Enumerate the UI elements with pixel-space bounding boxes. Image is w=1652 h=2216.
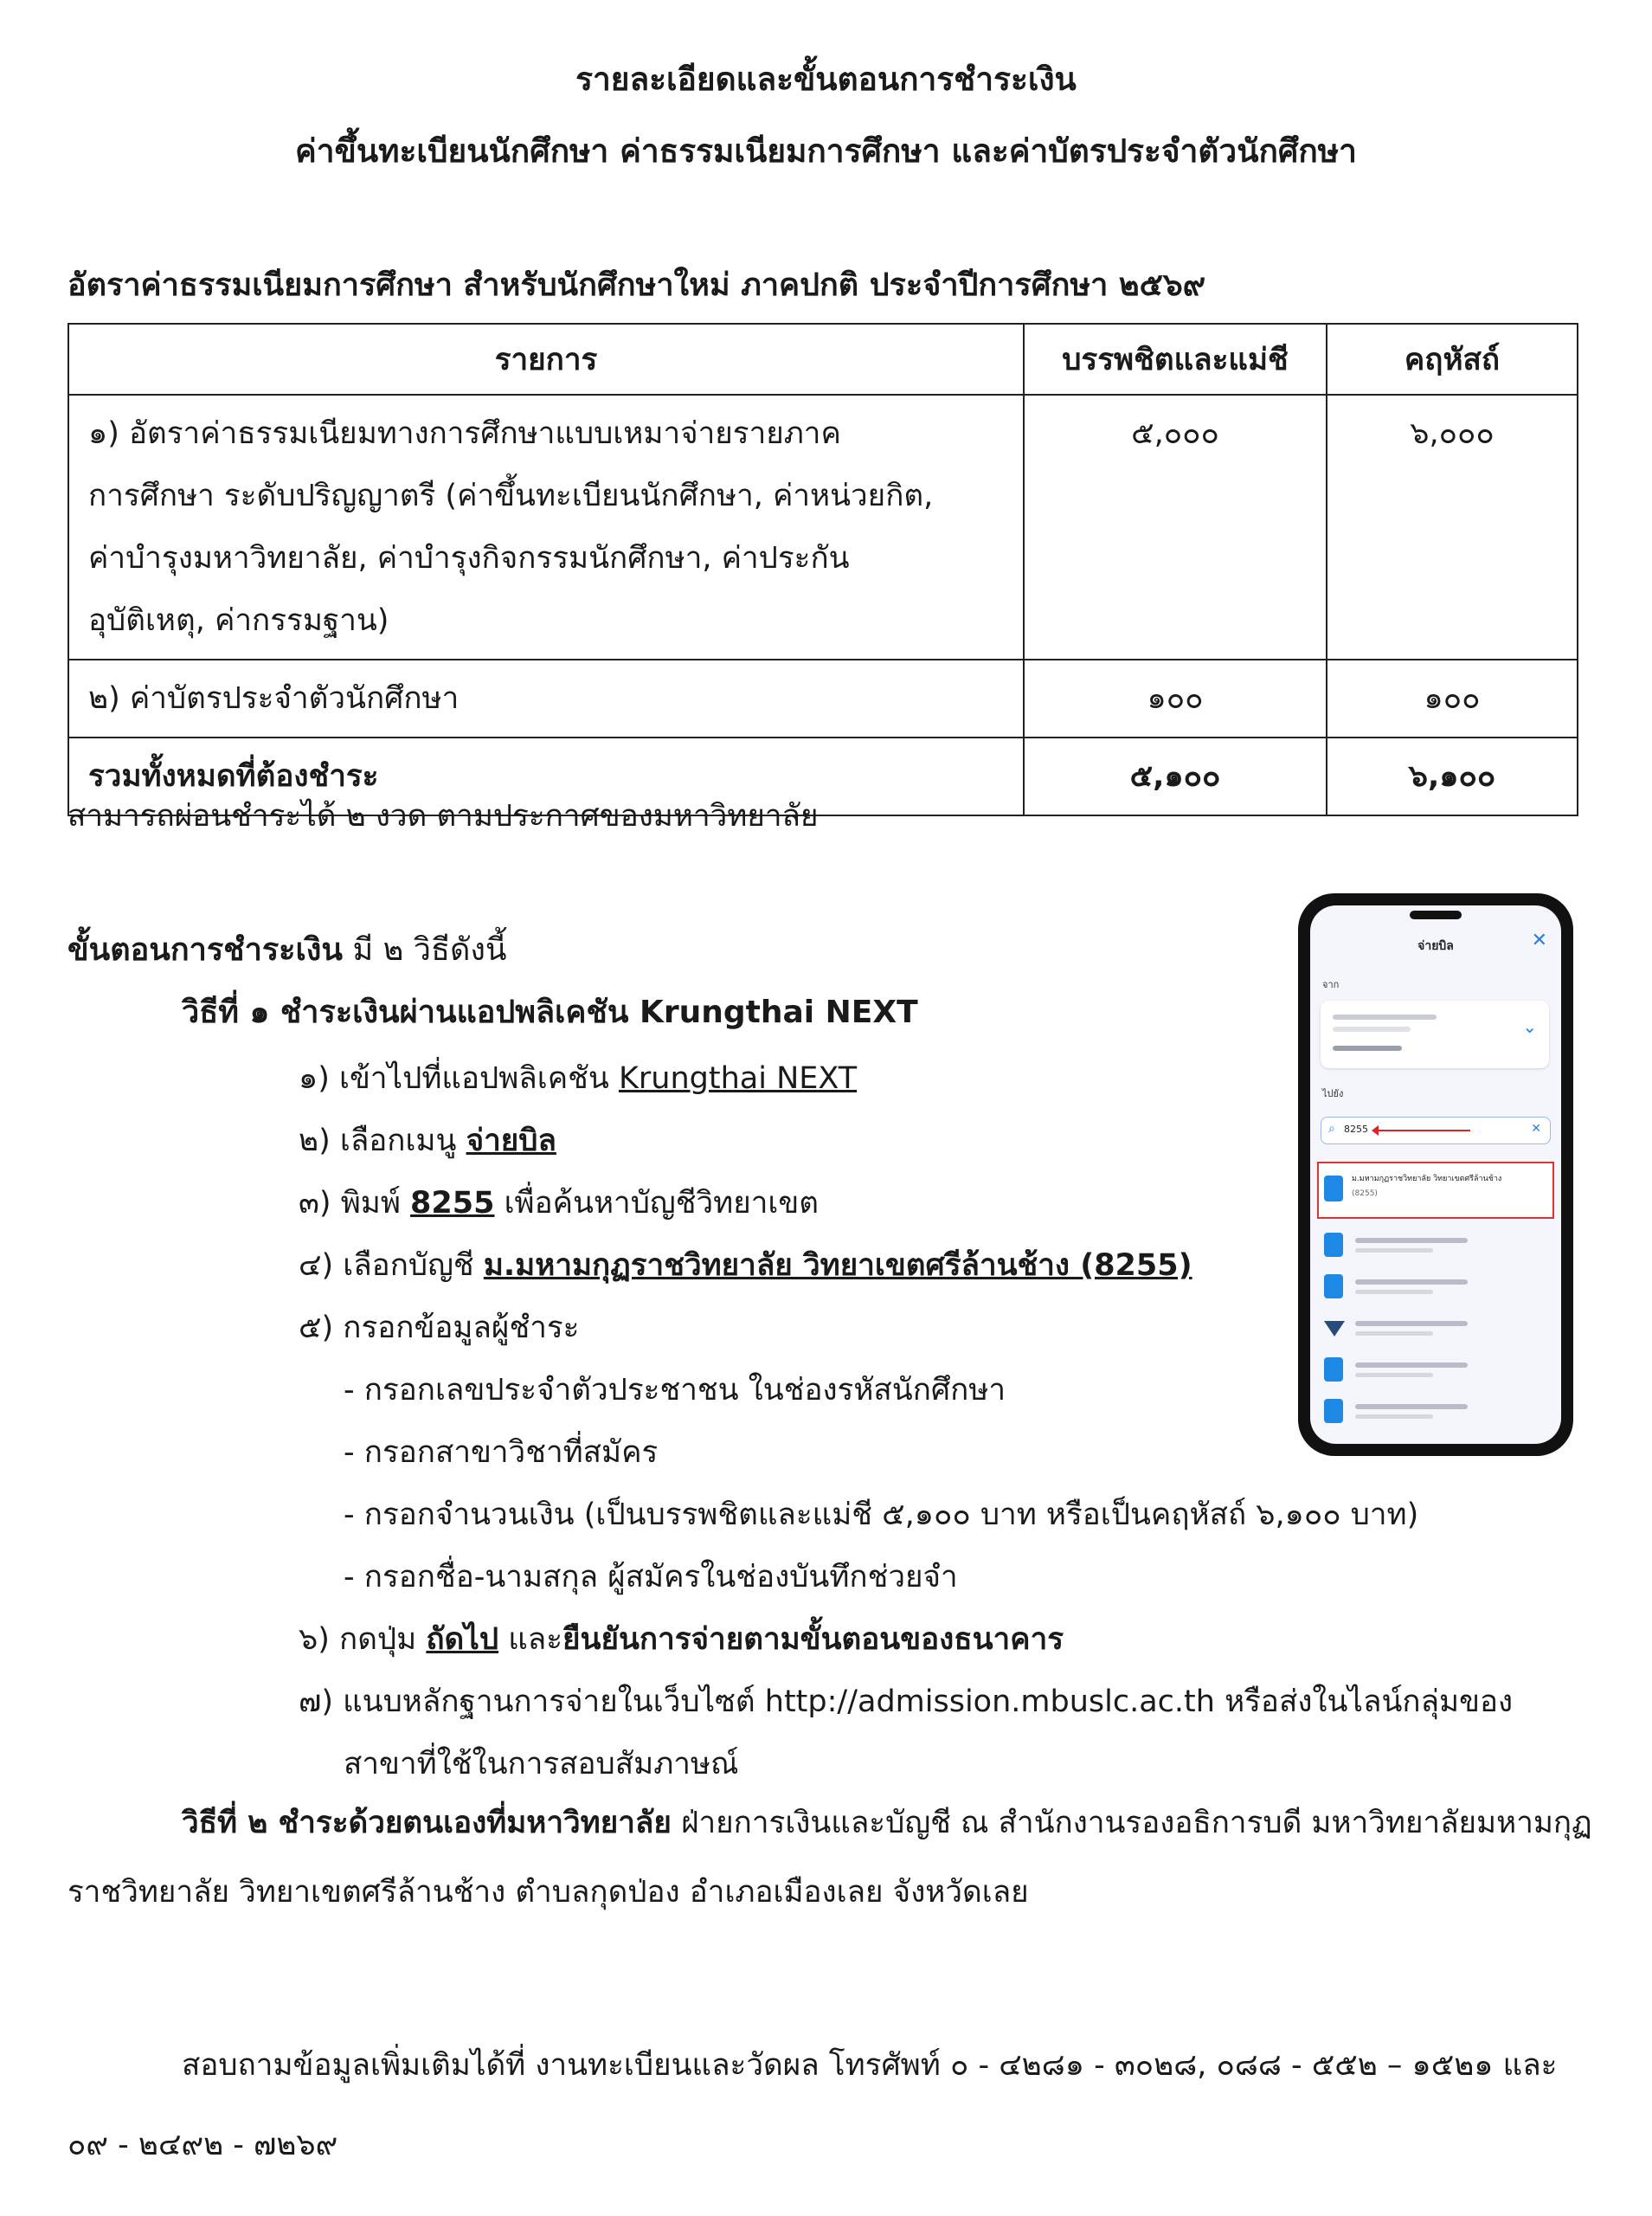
method2-text: ฝ่ายการเงินและบัญชี ณ สำนักงานรองอธิการบดี มหาวิทยาลัยมหามกุฏราชวิทยาลัย วิทยาเขตศรีล้านช้าง ตำบลกุดป่อง อำเภอเมืองเลย จังหวัดเลย bbox=[67, 1806, 1592, 1910]
blurred-text bbox=[1355, 1362, 1468, 1368]
total-label: รวมทั้งหมดที่ต้องชำระ bbox=[68, 738, 1024, 815]
row-monk-value: ๕,๐๐๐ bbox=[1024, 395, 1327, 660]
blurred-text bbox=[1355, 1373, 1433, 1377]
step-5-sub-1: - กรอกเลขประจำตัวประชาชน ในช่องรหัสนักศึกษา bbox=[344, 1373, 1006, 1408]
row-item-line: ๒) ค่าบัตรประจำตัวนักศึกษา bbox=[88, 681, 460, 716]
biller-icon bbox=[1324, 1357, 1343, 1382]
payment-steps-heading-rest: มี ๒ วิธีดังนี้ bbox=[343, 932, 507, 968]
row-item-line: การศึกษา ระดับปริญญาตรี (ค่าขึ้นทะเบียนนักศึกษา, ค่าหน่วยกิต, bbox=[88, 479, 934, 513]
step-3-text-post: เพื่อค้นหาบัญชีวิทยาเขต bbox=[494, 1186, 820, 1221]
method1-title: วิธีที่ ๑ ชำระเงินผ่านแอปพลิเคชัน Krungthai NEXT bbox=[182, 995, 918, 1030]
account-balance-blur bbox=[1333, 1046, 1402, 1051]
step-5: ๕) กรอกข้อมูลผู้ชำระ bbox=[299, 1311, 580, 1345]
biller-icon bbox=[1324, 1233, 1343, 1257]
source-account-card bbox=[1321, 1001, 1549, 1068]
row-lay-value: ๖,๐๐๐ bbox=[1327, 395, 1578, 660]
account-code-text: 8255 bbox=[410, 1186, 495, 1221]
close-icon: ✕ bbox=[1531, 930, 1547, 951]
total-monk-value: ๕,๑๐๐ bbox=[1024, 738, 1327, 815]
table-row bbox=[68, 660, 1578, 738]
step-6-and: และ bbox=[498, 1622, 563, 1657]
fee-section-heading: อัตราค่าธรรมเนียมการศึกษา สำหรับนักศึกษาใหม่ ภาคปกติ ประจำปีการศึกษา ๒๕๖๙ bbox=[67, 267, 1206, 303]
list-item bbox=[1321, 1311, 1549, 1345]
blurred-text bbox=[1355, 1279, 1468, 1285]
blurred-text bbox=[1355, 1331, 1433, 1336]
from-label: จาก bbox=[1322, 979, 1340, 990]
installment-note: สามารถผ่อนชำระได้ ๒ งวด ตามประกาศของมหาวิทยาลัย bbox=[67, 799, 819, 834]
method2-title: วิธีที่ ๒ ชำระด้วยตนเองที่มหาวิทยาลัย bbox=[182, 1806, 672, 1840]
biller-name: ม.มหามกุฏราชวิทยาลัย วิทยาเขตศรีล้านช้าง bbox=[1352, 1175, 1502, 1183]
search-query: 8255 bbox=[1344, 1124, 1368, 1135]
row-item-line: ๑) อัตราค่าธรรมเนียมทางการศึกษาแบบเหมาจ่ายรายภาค bbox=[88, 416, 841, 451]
step-1-text: ๑) เข้าไปที่แอปพลิเคชัน bbox=[299, 1061, 619, 1096]
highlighted-biller-result bbox=[1317, 1162, 1554, 1219]
step-7: ๗) แนบหลักฐานการจ่ายในเว็บไซต์ http://admission.mbuslc.ac.th หรือส่งในไลน์กลุ่มของ bbox=[299, 1685, 1514, 1719]
payment-steps-heading-bold: ขั้นตอนการชำระเงิน bbox=[67, 932, 343, 968]
step-7-continued: สาขาที่ใช้ในการสอบสัมภาษณ์ bbox=[344, 1747, 739, 1781]
step-5-sub-3: - กรอกจำนวนเงิน (เป็นบรรพชิตและแม่ชี ๕,๑๐๐ บาท หรือเป็นคฤหัสถ์ ๖,๑๐๐ บาท) bbox=[344, 1498, 1419, 1532]
step-4-text: ๔) เลือกบัญชี bbox=[299, 1248, 484, 1283]
step-6 bbox=[299, 1608, 1597, 1671]
chevron-down-icon: ⌄ bbox=[1522, 1016, 1537, 1037]
row-item-line: อุบัติเหตุ, ค่ากรรมฐาน) bbox=[88, 603, 389, 638]
document-subtitle: ค่าขึ้นทะเบียนนักศึกษา ค่าธรรมเนียมการศึกษา และค่าบัตรประจำตัวนักศึกษา bbox=[295, 132, 1357, 170]
row-item-line: ค่าบำรุงมหาวิทยาลัย, ค่าบำรุงกิจกรรมนักศึกษา, ค่าประกัน bbox=[88, 541, 850, 576]
account-name-blur bbox=[1333, 1015, 1437, 1020]
biller-search-input bbox=[1321, 1117, 1551, 1144]
blurred-text bbox=[1355, 1238, 1468, 1243]
pay-bill-menu-text: จ่ายบิล bbox=[466, 1124, 556, 1158]
blurred-text bbox=[1355, 1414, 1433, 1419]
fee-table-header bbox=[68, 324, 1578, 395]
contact-paragraph: สอบถามข้อมูลเพิ่มเติมได้ที่ งานทะเบียนและวัดผล โทรศัพท์ ๐ - ๔๒๘๑ - ๓๐๒๘, ๐๘๘ - ๕๕๒ – ๑๕๒๑ และ ๐๙ - ๒๔๙๒ - ๗๒๖๙ bbox=[67, 2048, 1558, 2162]
blurred-text bbox=[1355, 1321, 1468, 1326]
blurred-text bbox=[1355, 1248, 1433, 1253]
blurred-text bbox=[1355, 1404, 1468, 1409]
red-arrow-annotation bbox=[1377, 1130, 1470, 1131]
table-row bbox=[68, 395, 1578, 660]
phone-notch bbox=[1410, 911, 1462, 919]
next-button-text: ถัดไป bbox=[426, 1622, 499, 1657]
row-item bbox=[68, 395, 1024, 660]
krungthai-next-link: Krungthai NEXT bbox=[618, 1061, 858, 1096]
blurred-text bbox=[1355, 1290, 1433, 1294]
to-label: ไปยัง bbox=[1322, 1088, 1344, 1099]
step-2-text: ๒) เลือกเมนู bbox=[299, 1124, 466, 1158]
col-header-lay: คฤหัสถ์ bbox=[1327, 324, 1578, 395]
list-item bbox=[1321, 1269, 1549, 1304]
step-5-sub-4: - กรอกชื่อ-นามสกุล ผู้สมัครในช่องบันทึกช่วยจำ bbox=[344, 1560, 958, 1594]
step-6-text: ๖) กดปุ่ม bbox=[299, 1622, 427, 1657]
row-monk-value: ๑๐๐ bbox=[1024, 660, 1327, 738]
method2-paragraph bbox=[67, 1788, 1599, 1927]
row-item bbox=[68, 660, 1024, 738]
biller-icon bbox=[1324, 1176, 1343, 1201]
col-header-item: รายการ bbox=[68, 324, 1024, 395]
pay-bill-screen-title: จ่ายบิล bbox=[1417, 939, 1454, 953]
list-item bbox=[1321, 1227, 1549, 1262]
list-item bbox=[1321, 1394, 1549, 1428]
garuda-icon bbox=[1324, 1321, 1345, 1337]
step-3-text: ๓) พิมพ์ bbox=[299, 1186, 411, 1221]
account-number-blur bbox=[1333, 1027, 1411, 1032]
fee-table bbox=[67, 323, 1578, 816]
phone-screen bbox=[1310, 905, 1561, 1444]
biller-code: (8255) bbox=[1352, 1189, 1378, 1198]
total-lay-value: ๖,๑๐๐ bbox=[1327, 738, 1578, 815]
col-header-monk: บรรพชิตและแม่ชี bbox=[1024, 324, 1327, 395]
phone-screenshot bbox=[1298, 893, 1573, 1456]
row-lay-value: ๑๐๐ bbox=[1327, 660, 1578, 738]
confirm-payment-text: ยืนยันการจ่ายตามขั้นตอนของธนาคาร bbox=[562, 1622, 1064, 1657]
list-item bbox=[1321, 1352, 1549, 1387]
biller-icon bbox=[1324, 1399, 1343, 1423]
search-icon: ⌕ bbox=[1328, 1122, 1335, 1136]
payment-steps-heading bbox=[67, 924, 507, 974]
biller-icon bbox=[1324, 1274, 1343, 1298]
clear-icon: ✕ bbox=[1531, 1122, 1541, 1136]
campus-account-name: ม.มหามกุฏราชวิทยาลัย วิทยาเขตศรีล้านช้าง (8255) bbox=[483, 1248, 1192, 1283]
step-5-sub-2: - กรอกสาขาวิชาที่สมัคร bbox=[344, 1435, 659, 1470]
document-title: รายละเอียดและขั้นตอนการชำระเงิน bbox=[575, 61, 1077, 98]
